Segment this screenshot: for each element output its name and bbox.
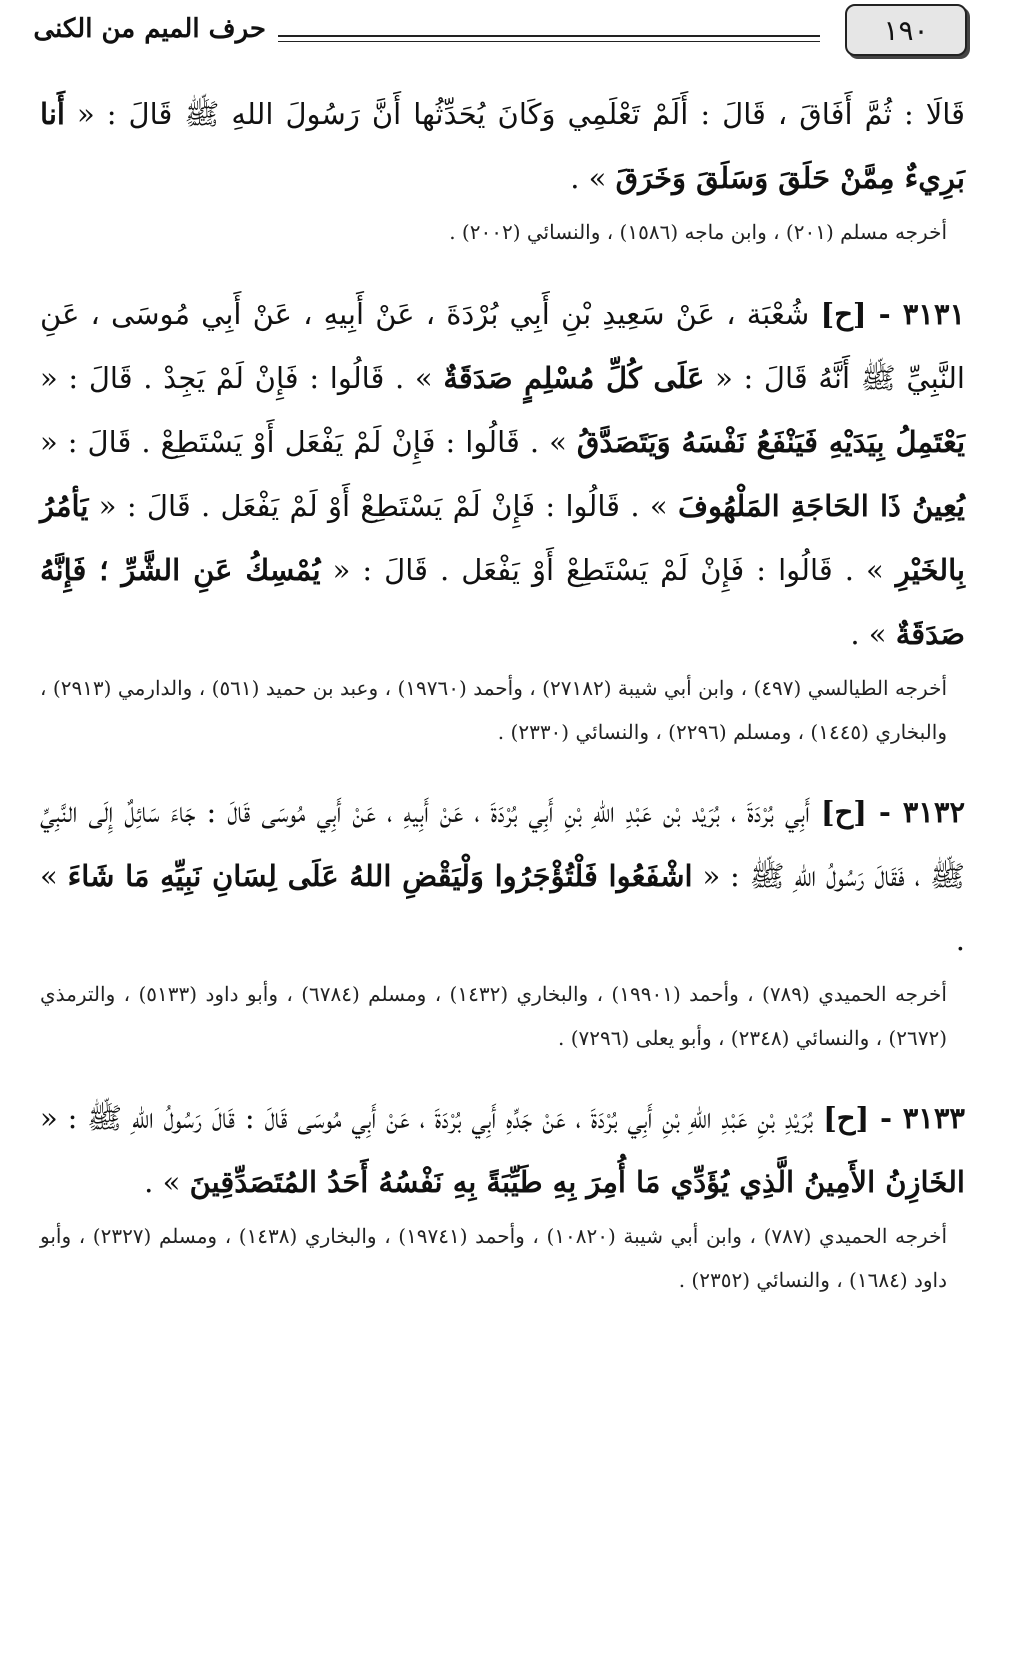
hadith-number: ٣١٣٣ - [ح] [823, 1101, 966, 1135]
hadith-text [40, 780, 965, 972]
hadith-narration: شُعْبَة ، عَنْ سَعِيدِ بْنِ أَبِي بُرْدَةَ ، عَنْ أَبِيهِ ، عَنْ أَبِي مُوسَى ، عَنِ النَّبِيِّ ﷺ أَنَّهُ قَالَ : « [40, 297, 965, 395]
entry-continuation [40, 82, 965, 254]
hadith-text [40, 82, 965, 210]
hadith-quote: أَنا بَرِيءٌ مِمَّنْ حَلَقَ وَسَلَقَ وَخَرَقَ [40, 97, 965, 195]
hadith-text [40, 282, 965, 666]
hadith-number: ٣١٣٢ - [ح] [820, 795, 966, 829]
hadith-narration: » . قَالُوا : فَإِنْ لَمْ يَسْتَطِعْ أَوْ لَمْ يَفْعَل . قَالَ : « [98, 489, 668, 523]
page-body [40, 82, 965, 1302]
hadith-quote: يُعِينُ ذَا الحَاجَةِ المَلْهُوفَ [677, 489, 966, 523]
hadith-narration: أَبِي بُرْدَةَ ، بُرَيْد بْن عَبْدِ اللهِ بْنِ أَبِي بُرْدَةَ ، عَنْ أَبِيهِ ، عَنْ أَبِي مُوسَى قَالَ : جَاءَ سَائِلٌ إِلَى النَّبِيِّ ﷺ ، فَقَالَ رَسُولُ اللهِ ﷺ : « [40, 795, 965, 893]
hadith-narration: قَالَا : ثُمَّ أَفَاقَ ، قَالَ : أَلَمْ تَعْلَمِي وَكَانَ يُحَدِّثُها أَنَّ رَسُولَ اللهِ ﷺ قَالَ : « [77, 97, 965, 131]
spacer [40, 1060, 965, 1086]
hadith-quote: يُمْسِكُ عَنِ الشَّرِّ ؛ فَإِنَّهُ صَدَقَةٌ [40, 553, 965, 651]
header-rule-thin [278, 41, 820, 42]
spacer [40, 754, 965, 780]
hadith-quote: اشْفَعُوا فَلْتُؤْجَرُوا وَلْيَقْضِ اللهُ عَلَى لِسَانِ نَبِيِّهِ مَا شَاءَ [67, 859, 693, 893]
closing-mark: » . [570, 161, 607, 195]
hadith-narration: » . قَالُوا : فَإِنْ لَمْ يَسْتَطِعْ أَوْ يَفْعَل . قَالَ : « [332, 553, 884, 587]
hadith-narration: بُرَيْدِ بْنِ عَبْدِ اللهِ بْنِ أَبِي بُرْدَةَ ، عَنْ جَدِّهِ أَبِي بُرْدَةَ ، عَنْ أَبِي مُوسَى قَالَ : قَالَ رَسُولُ اللهِ ﷺ : « [40, 1101, 814, 1135]
header-rule [278, 35, 820, 37]
spacer [40, 254, 965, 282]
hadith-citation: أخرجه الحميدي (٧٨٧) ، وابن أبي شيبة (١٠٨٢٠) ، وأحمد (١٩٧٤١) ، والبخاري (١٤٣٨) ، ومسلم (٢٣٢٧) ، وأبو داود (١٦٨٤) ، والنسائي (٢٣٥٢) . [40, 1224, 948, 1292]
hadith-3132 [40, 780, 965, 1060]
hadith-3131 [40, 282, 965, 754]
closing-mark: » . [144, 1165, 181, 1199]
hadith-number: ٣١٣١ - [ح] [820, 297, 966, 331]
hadith-text [40, 1086, 965, 1214]
hadith-quote: يَأمُرُ بِالخَيْرِ [40, 489, 965, 587]
hadith-citation: أخرجه الطيالسي (٤٩٧) ، وابن أبي شيبة (٢٧١٨٢) ، وأحمد (١٩٧٦٠) ، وعبد بن حميد (٥٦١) ، والدارمي (٢٩١٣) ، والبخاري (١٤٤٥) ، ومسلم (٢٢٩٦) ، والنسائي (٢٣٣٠) . [40, 676, 947, 744]
hadith-quote: عَلَى كُلِّ مُسْلِمٍ صَدَقَةٌ [443, 361, 705, 395]
hadith-quote: الخَازِنُ الأَمِينُ الَّذِي يُؤَدِّي مَا أُمِرَ بِهِ طَيِّبَةً بِهِ نَفْسُهُ أَحَدُ المُتَصَدِّقِينَ [189, 1165, 965, 1199]
closing-mark: » . [850, 617, 887, 651]
hadith-quote: يَعْتَمِلُ بِيَدَيْهِ فَيَنْفَعُ نَفْسَهُ وَيَتَصَدَّقُ [576, 425, 966, 459]
hadith-3133 [40, 1086, 965, 1302]
running-title: حرف الميم من الكنى [33, 14, 266, 44]
hadith-citation: أخرجه الحميدي (٧٨٩) ، وأحمد (١٩٩٠١) ، والبخاري (١٤٣٢) ، ومسلم (٦٧٨٤) ، وأبو داود (٥١٣٣) ، والترمذي (٢٦٧٢) ، والنسائي (٢٣٤٨) ، وأبو يعلى (٧٢٩٦) . [40, 982, 947, 1050]
hadith-narration: » . قَالُوا : فَإِنْ لَمْ يَجِدْ . قَالَ : « [40, 361, 433, 395]
hadith-citation: أخرجه مسلم (٢٠١) ، وابن ماجه (١٥٨٦) ، والنسائي (٢٠٠٢) . [449, 220, 947, 244]
closing-mark: » . [40, 859, 965, 957]
page-number: ١٩٠ [845, 4, 967, 56]
hadith-narration: » . قَالُوا : فَإِنْ لَمْ يَفْعَل أَوْ يَسْتَطِعْ . قَالَ : « [40, 425, 567, 459]
